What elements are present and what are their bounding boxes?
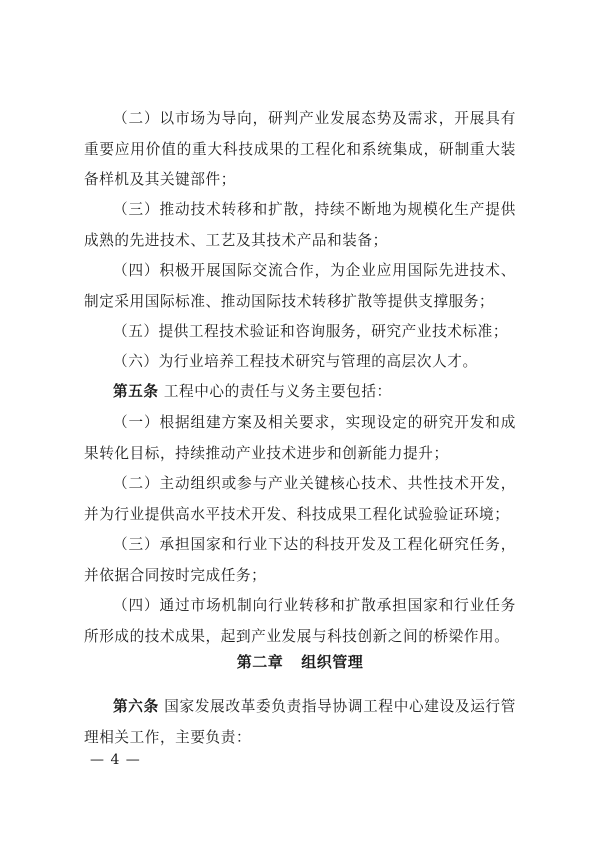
paragraph-duty-2 [84,469,516,530]
paragraph-clause-3 [84,195,516,256]
paragraph-text: 工程中心的责任与义务主要包括： [163,383,392,400]
article-number: 第六条 [113,698,159,715]
chapter-title: 组织管理 [301,653,364,671]
article-6-heading [84,692,516,753]
article-number: 第五条 [113,383,159,400]
paragraph-clause-2 [84,104,516,196]
paragraph-duty-1 [84,408,516,469]
paragraph-duty-4 [84,591,516,652]
paragraph-text: （二）主动组织或参与产业关键核心技术、共性技术开发，并为行业提供高水平技术开发、科技成果工程化试验验证环境； [84,475,516,523]
chapter-number: 第二章 [236,653,284,671]
paragraph-text: （二）以市场为导向，研判产业发展态势及需求，开展具有重要应用价值的重大科技成果的工程化和系统集成，研制重大装备样机及其关键部件； [84,110,516,188]
paragraph-text: （三）承担国家和行业下达的科技开发及工程化研究任务，并依据合同按时完成任务； [84,536,516,584]
paragraph-text: （三）推动技术转移和扩散，持续不断地为规模化生产提供成熟的先进技术、工艺及其技术产品和装备； [84,201,516,249]
paragraph-text: （一）根据组建方案及相关要求，实现设定的研究开发和成果转化目标，持续推动产业技术进步和创新能力提升； [84,414,516,462]
paragraph-text: （四）积极开展国际交流合作，为企业应用国际先进技术、制定采用国际标准、推动国际技术转移扩散等提供支撑服务； [84,262,516,310]
paragraph-text: （六）为行业培养工程技术研究与管理的高层次人才。 [113,353,478,370]
article-5-heading [84,377,516,408]
paragraph-text: 国家发展改革委负责指导协调工程中心建设及运行管理相关工作，主要负责： [84,698,516,746]
paragraph-clause-6 [84,347,516,378]
paragraph-text: （五）提供工程技术验证和咨询服务，研究产业技术标准； [113,323,509,340]
chapter-heading [84,651,516,673]
page-number: — 4 — [90,752,141,768]
paragraph-clause-5 [84,317,516,348]
paragraph-duty-3 [84,530,516,591]
paragraph-clause-4 [84,256,516,317]
paragraph-text: （四）通过市场机制向行业转移和扩散承担国家和行业任务所形成的技术成果，起到产业发展与科技创新之间的桥梁作用。 [84,597,516,645]
